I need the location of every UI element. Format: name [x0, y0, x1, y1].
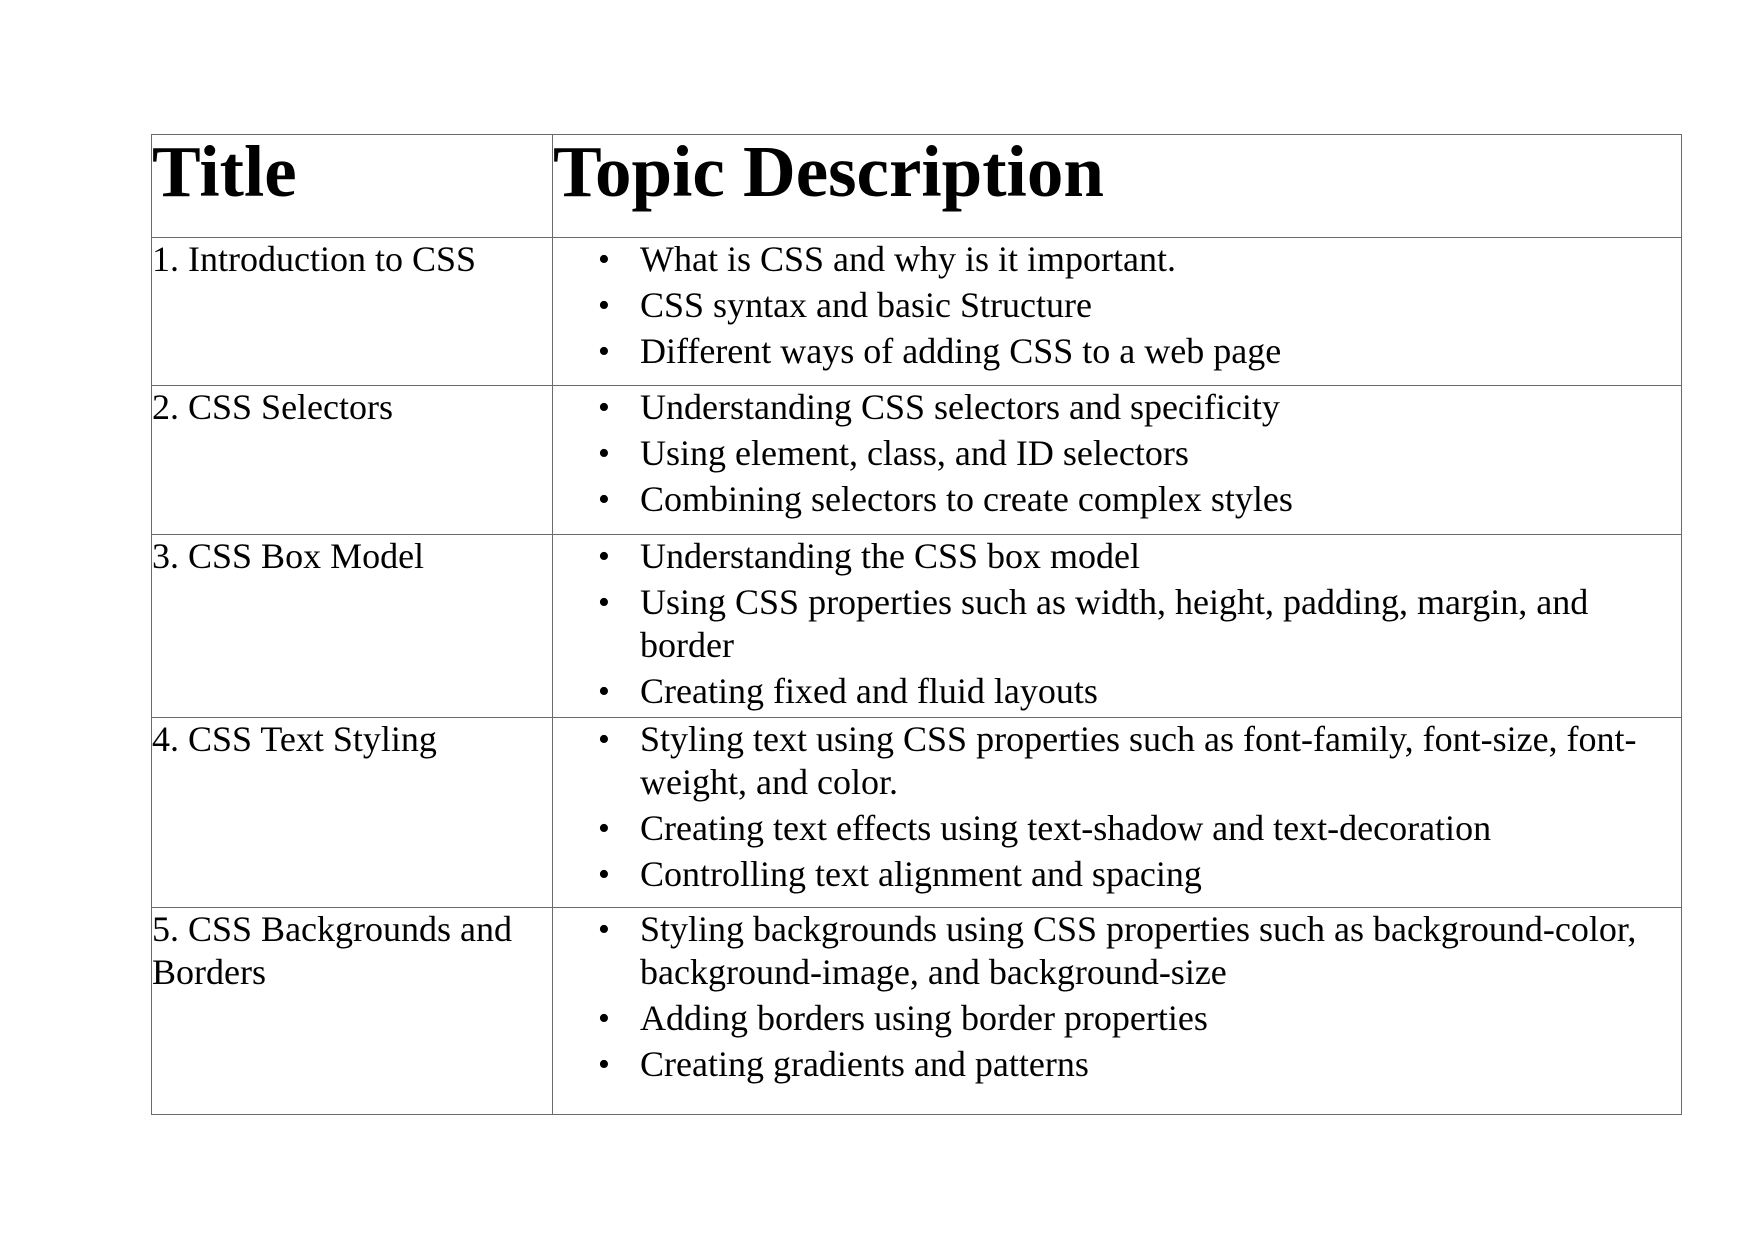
course-topics-table	[151, 131, 1682, 1115]
row-description	[553, 386, 1682, 535]
header-title: Title	[152, 135, 553, 238]
bullet-item: • Creating text effects using text-shadow and text-decoration	[640, 807, 1681, 850]
bullet-list	[553, 908, 1681, 1086]
row-title: 3. CSS Box Model	[152, 535, 553, 718]
table-row	[152, 908, 1682, 1115]
header-topic-description: Topic Description	[553, 135, 1682, 238]
bullet-item: • Combining selectors to create complex styles	[640, 478, 1681, 521]
bullet-item: • Styling backgrounds using CSS properties such as background-color, background-image, and background-size	[640, 908, 1681, 994]
bullet-list	[553, 718, 1681, 896]
bullet-item: • Controlling text alignment and spacing	[640, 853, 1681, 896]
row-description	[553, 718, 1682, 908]
bullet-item: • Using element, class, and ID selectors	[640, 432, 1681, 475]
bullet-list	[553, 535, 1681, 713]
row-title: 5. CSS Backgrounds and Borders	[152, 908, 553, 1115]
bullet-item: • Adding borders using border properties	[640, 997, 1681, 1040]
bullet-item: • Using CSS properties such as width, height, padding, margin, and border	[640, 581, 1681, 667]
row-description	[553, 908, 1682, 1115]
bullet-list	[553, 238, 1681, 373]
bullet-list	[553, 386, 1681, 521]
table-header-row	[152, 135, 1682, 238]
bullet-item: • Understanding the CSS box model	[640, 535, 1681, 578]
row-title: 4. CSS Text Styling	[152, 718, 553, 908]
row-description	[553, 535, 1682, 718]
table-row	[152, 386, 1682, 535]
table-row	[152, 718, 1682, 908]
table-row	[152, 535, 1682, 718]
bullet-item: • Different ways of adding CSS to a web page	[640, 330, 1681, 373]
bullet-item: • Creating gradients and patterns	[640, 1043, 1681, 1086]
bullet-item: • CSS syntax and basic Structure	[640, 284, 1681, 327]
bullet-item: • Creating fixed and fluid layouts	[640, 670, 1681, 713]
row-title: 2. CSS Selectors	[152, 386, 553, 535]
bullet-item: • What is CSS and why is it important.	[640, 238, 1681, 281]
table-row	[152, 238, 1682, 386]
bullet-item: • Styling text using CSS properties such as font-family, font-size, font-weight, and color.	[640, 718, 1681, 804]
row-title: 1. Introduction to CSS	[152, 238, 553, 386]
row-description	[553, 238, 1682, 386]
bullet-item: • Understanding CSS selectors and specificity	[640, 386, 1681, 429]
